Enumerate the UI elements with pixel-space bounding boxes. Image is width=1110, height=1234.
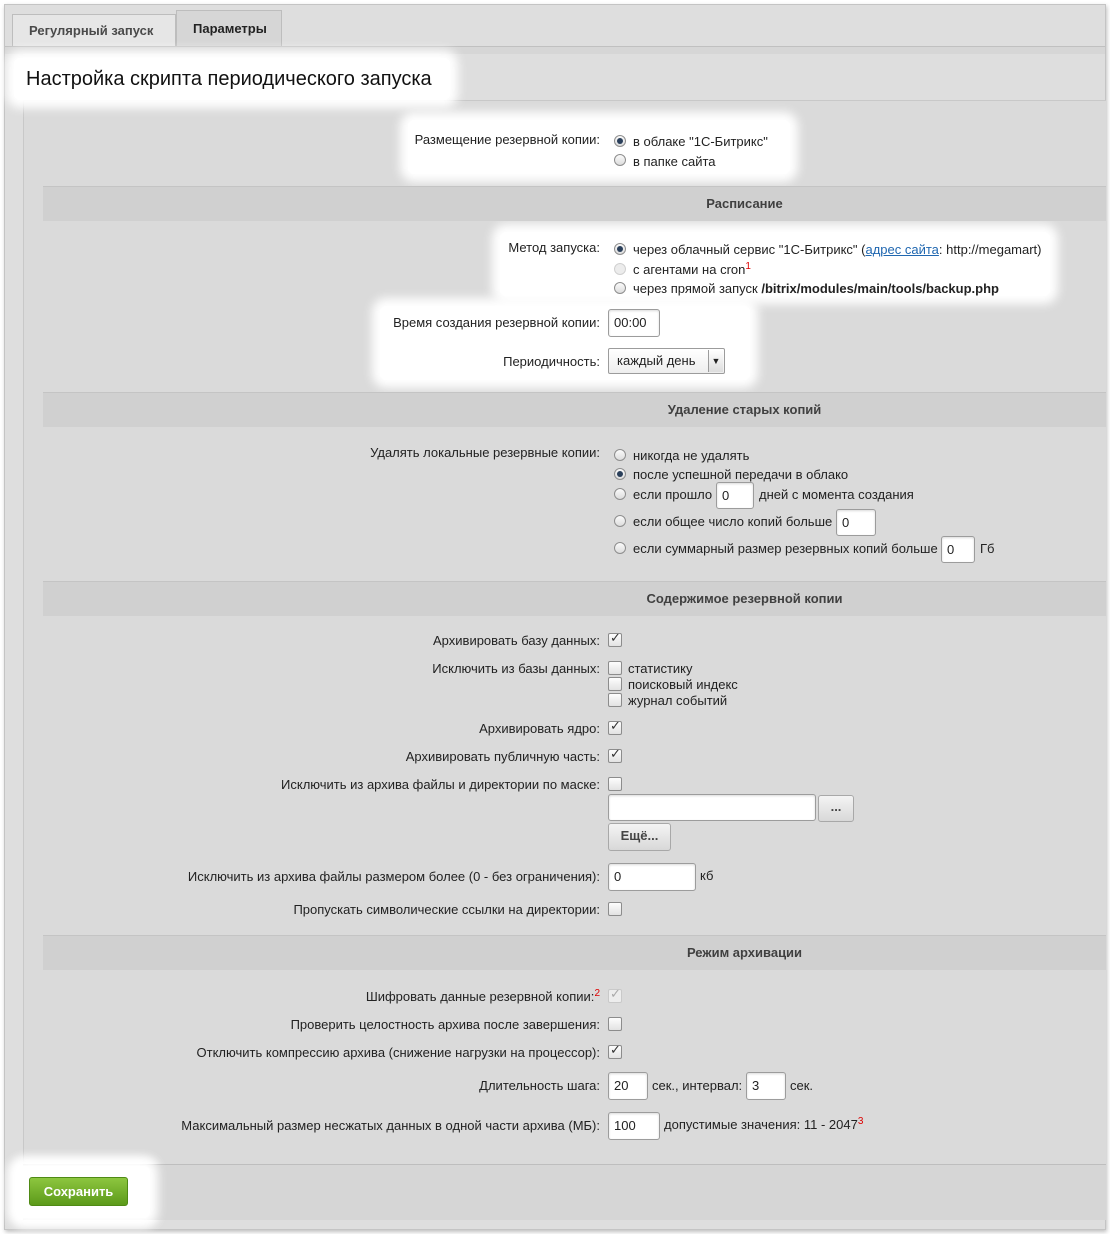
exclude-size-label: Исключить из архива файлы размером более (0 - без ограничения): — [187, 869, 600, 884]
verify-checkbox[interactable] — [608, 1017, 622, 1031]
tab-strip-border — [5, 46, 1105, 54]
cleanup-size-label: если суммарный размер резервных копий больше — [633, 541, 938, 556]
cleanup-count-radio[interactable] — [614, 515, 626, 527]
step-input[interactable]: 20 — [608, 1072, 648, 1100]
archive-public-label: Архивировать публичную часть: — [405, 749, 600, 764]
mask-input[interactable] — [608, 794, 816, 821]
cleanup-label: Удалять локальные резервные копии: — [370, 445, 600, 460]
encrypt-label: Шифровать данные резервной копии:$^2$ — [365, 988, 600, 1004]
exclude-search-label: поисковый индекс — [628, 677, 738, 692]
exclude-search-checkbox[interactable] — [608, 677, 622, 691]
browse-button[interactable]: ... — [818, 795, 854, 822]
maxsize-hint: допустимые значения: 11 - 2047$^3$ — [664, 1116, 864, 1132]
section-schedule: Расписание — [43, 186, 1106, 221]
nocompress-checkbox[interactable] — [608, 1045, 622, 1059]
method-label: Метод запуска: — [508, 240, 600, 255]
exclude-stats-label: статистику — [628, 661, 693, 676]
button-bar — [23, 1164, 1106, 1220]
site-address-link[interactable]: адрес сайта — [865, 242, 939, 257]
interval-input[interactable]: 3 — [746, 1072, 786, 1100]
skip-symlinks-checkbox[interactable] — [608, 902, 622, 916]
cleanup-size-radio[interactable] — [614, 542, 626, 554]
cleanup-after-upload-label: после успешной передачи в облако — [633, 467, 849, 482]
page-title: Настройка скрипта периодического запуска — [26, 68, 432, 90]
cleanup-never-radio[interactable] — [614, 449, 626, 461]
skip-symlinks-label: Пропускать символические ссылки на директории: — [293, 902, 600, 917]
period-label: Периодичность: — [503, 354, 600, 369]
archive-db-checkbox[interactable] — [608, 633, 622, 647]
maxsize-input[interactable]: 100 — [608, 1112, 660, 1140]
cleanup-count-input[interactable]: 0 — [836, 509, 876, 536]
cleanup-days-radio[interactable] — [614, 488, 626, 500]
size-input[interactable]: 0 — [608, 863, 696, 891]
chevron-down-icon: ▼ — [708, 350, 723, 372]
time-input[interactable]: 00:00 — [608, 309, 660, 337]
step-unit: сек., интервал: — [652, 1078, 743, 1093]
time-label: Время создания резервной копии: — [393, 315, 600, 330]
cleanup-count-label: если общее число копий больше — [633, 514, 833, 529]
archive-public-checkbox[interactable] — [608, 749, 622, 763]
placement-label: Размещение резервной копии: — [414, 132, 600, 147]
section-cleanup: Удаление старых копий — [43, 392, 1106, 427]
archive-core-label: Архивировать ядро: — [479, 721, 600, 736]
placement-site-label: в папке сайта — [633, 154, 716, 169]
cleanup-days-input[interactable]: 0 — [716, 482, 754, 509]
method-cloud-label: через облачный сервис "1С-Битрикс" (адрес сайта: http://megamart) — [633, 242, 1042, 257]
method-cron-label: с агентами на cron$^1$ — [633, 261, 751, 277]
exclude-stats-checkbox[interactable] — [608, 661, 622, 675]
exclude-db-label: Исключить из базы данных: — [432, 661, 600, 676]
section-backup-content: Содержимое резервной копии — [43, 581, 1106, 616]
step-label: Длительность шага: — [479, 1078, 600, 1093]
save-button[interactable]: Сохранить — [29, 1177, 128, 1206]
cleanup-size-unit: Гб — [980, 541, 995, 556]
tab-regular-run[interactable]: Регулярный запуск — [12, 14, 176, 46]
placement-site-radio[interactable] — [614, 154, 626, 166]
archive-core-checkbox[interactable] — [608, 721, 622, 735]
method-cron-radio[interactable] — [614, 263, 626, 275]
cleanup-after-upload-radio[interactable] — [614, 468, 626, 480]
method-direct-radio[interactable] — [614, 282, 626, 294]
interval-unit: сек. — [790, 1078, 814, 1093]
maxsize-label: Максимальный размер несжатых данных в одной части архива (МБ): — [181, 1118, 600, 1133]
placement-cloud-label: в облаке "1С-Битрикс" — [633, 134, 768, 149]
exclude-mask-checkbox[interactable] — [608, 777, 622, 791]
exclude-log-label: журнал событий — [628, 693, 728, 708]
section-archive-mode: Режим архивации — [43, 935, 1106, 970]
cleanup-days-suffix: дней с момента создания — [759, 487, 914, 502]
nocompress-label: Отключить компрессию архива (снижение нагрузки на процессор): — [196, 1045, 600, 1060]
exclude-mask-label: Исключить из архива файлы и директории по маске: — [281, 777, 600, 792]
period-select[interactable]: каждый день ▼ — [608, 348, 725, 374]
placement-cloud-radio[interactable] — [614, 135, 626, 147]
encrypt-checkbox[interactable] — [608, 989, 622, 1003]
verify-label: Проверить целостность архива после завершения: — [290, 1017, 600, 1032]
cleanup-days-prefix: если прошло — [633, 487, 713, 502]
size-unit: кб — [700, 868, 714, 883]
tab-parameters[interactable]: Параметры — [176, 10, 282, 46]
more-button[interactable]: Ещё... — [608, 823, 671, 851]
method-direct-label: через прямой запуск /bitrix/modules/main/tools/backup.php — [633, 281, 999, 296]
cleanup-size-input[interactable]: 0 — [941, 536, 975, 563]
method-cloud-radio[interactable] — [614, 243, 626, 255]
exclude-log-checkbox[interactable] — [608, 693, 622, 707]
cleanup-never-label: никогда не удалять — [633, 448, 750, 463]
archive-db-label: Архивировать базу данных: — [433, 633, 600, 648]
